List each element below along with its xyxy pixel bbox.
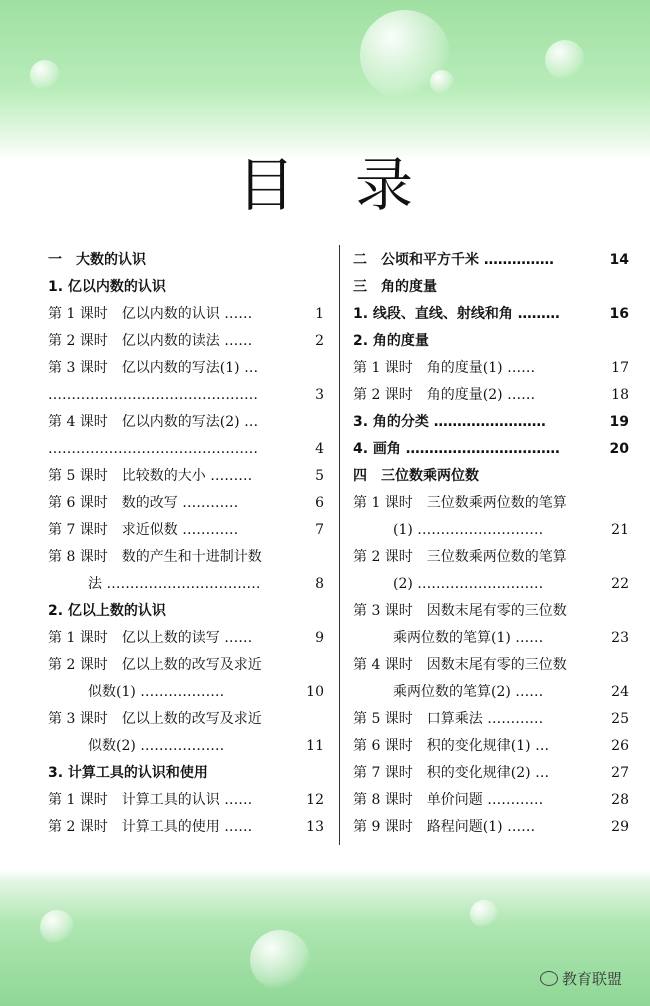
toc-entry-text: 第 1 课时 三位数乘两位数的笔算	[353, 495, 567, 511]
toc-entry[interactable]	[353, 274, 629, 301]
toc-page-number: 29	[611, 819, 629, 835]
toc-page-number: 22	[611, 576, 629, 592]
toc-entry-text: 第 5 课时 口算乘法 …………	[353, 711, 544, 727]
toc-entry[interactable]	[48, 463, 324, 490]
toc-entry[interactable]	[48, 517, 324, 544]
toc-entry[interactable]	[48, 571, 324, 598]
toc-entry[interactable]	[48, 301, 324, 328]
toc-entry[interactable]	[48, 544, 324, 571]
toc-page-number: 16	[609, 306, 629, 322]
toc-page-number: 21	[611, 522, 629, 538]
toc-entry-text: 乘两位数的笔算(1) ……	[393, 630, 544, 646]
toc-entry[interactable]	[353, 598, 629, 625]
toc-entry[interactable]	[353, 814, 629, 841]
toc-entry[interactable]	[353, 355, 629, 382]
toc-right-column	[353, 247, 629, 841]
toc-entry-text: 第 3 课时 亿以内数的写法(1) …	[48, 360, 259, 376]
toc-entry-text: 第 7 课时 积的变化规律(2) …	[353, 765, 550, 781]
toc-entry-text: 第 1 课时 亿以上数的读写 ……	[48, 630, 253, 646]
toc-entry-text: 第 6 课时 数的改写 …………	[48, 495, 239, 511]
toc-entry-text: 1. 亿以内数的认识	[48, 279, 166, 295]
toc-entry-text: 第 9 课时 路程问题(1) ……	[353, 819, 536, 835]
toc-page-number: 1	[315, 306, 324, 322]
toc-entry[interactable]	[353, 328, 629, 355]
toc-entry-text: 第 3 课时 亿以上数的改写及求近	[48, 711, 262, 727]
wechat-icon	[540, 971, 558, 986]
toc-entry[interactable]	[48, 760, 324, 787]
top-decorative-band	[0, 0, 650, 160]
toc-entry-text: 1. 线段、直线、射线和角 ………	[353, 306, 560, 322]
toc-entry[interactable]	[353, 760, 629, 787]
toc-entry[interactable]	[48, 679, 324, 706]
toc-entry[interactable]	[48, 436, 324, 463]
toc-page-number: 5	[315, 468, 324, 484]
toc-entry[interactable]	[353, 436, 629, 463]
toc-page-number: 14	[609, 252, 629, 268]
toc-entry[interactable]	[48, 814, 324, 841]
toc-page-number: 19	[609, 414, 629, 430]
toc-entry-text: 第 1 课时 计算工具的认识 ……	[48, 792, 253, 808]
toc-page-number: 27	[611, 765, 629, 781]
toc-entry[interactable]	[48, 652, 324, 679]
toc-entry-text: 第 2 课时 角的度量(2) ……	[353, 387, 536, 403]
toc-entry-text: 第 1 课时 亿以内数的认识 ……	[48, 306, 253, 322]
toc-entry-text: 第 4 课时 因数末尾有零的三位数	[353, 657, 567, 673]
toc-entry-text: 第 5 课时 比较数的大小 ………	[48, 468, 253, 484]
toc-page-number: 4	[315, 441, 324, 457]
toc-entry[interactable]	[353, 490, 629, 517]
toc-entry[interactable]	[48, 355, 324, 382]
toc-entry-text: 第 2 课时 计算工具的使用 ……	[48, 819, 253, 835]
toc-entry-text: 法 ……………………………	[88, 576, 261, 592]
toc-entry[interactable]	[353, 733, 629, 760]
toc-entry[interactable]	[353, 301, 629, 328]
toc-left-column	[48, 247, 324, 841]
toc-page-number: 23	[611, 630, 629, 646]
toc-entry-text: 第 8 课时 单价问题 …………	[353, 792, 544, 808]
toc-entry-text: (2) ………………………	[393, 576, 544, 592]
toc-entry-text: 3. 计算工具的认识和使用	[48, 765, 208, 781]
toc-entry-text: 三 角的度量	[353, 279, 437, 295]
toc-entry-text: 第 3 课时 因数末尾有零的三位数	[353, 603, 567, 619]
toc-page-number: 24	[611, 684, 629, 700]
toc-page-number: 8	[315, 576, 324, 592]
page-title: 目录	[236, 151, 473, 219]
column-divider	[339, 245, 340, 845]
toc-entry-text: 第 8 课时 数的产生和十进制计数	[48, 549, 262, 565]
watermark-logo: 教育联盟	[540, 968, 622, 989]
toc-entry[interactable]	[353, 652, 629, 679]
toc-page-number: 26	[611, 738, 629, 754]
toc-entry[interactable]	[353, 571, 629, 598]
toc-entry-text: 2. 角的度量	[353, 333, 429, 349]
toc-entry-text: ………………………………………	[48, 441, 258, 457]
toc-entry[interactable]	[353, 463, 629, 490]
toc-entry[interactable]	[353, 706, 629, 733]
toc-entry-text: 二 公顷和平方千米 ……………	[353, 252, 554, 268]
toc-page-number: 12	[306, 792, 324, 808]
toc-entry[interactable]	[48, 706, 324, 733]
toc-entry-text: ………………………………………	[48, 387, 258, 403]
toc-page-number: 20	[609, 441, 629, 457]
toc-entry-text: 乘两位数的笔算(2) ……	[393, 684, 544, 700]
toc-page-number: 3	[315, 387, 324, 403]
toc-entry-text: 似数(1) ………………	[88, 684, 225, 700]
toc-entry-text: 第 2 课时 三位数乘两位数的笔算	[353, 549, 567, 565]
toc-entry-text: 第 6 课时 积的变化规律(1) …	[353, 738, 550, 754]
toc-entry[interactable]	[48, 382, 324, 409]
toc-entry-text: 四 三位数乘两位数	[353, 468, 479, 484]
toc-page-number: 28	[611, 792, 629, 808]
toc-page-number: 13	[306, 819, 324, 835]
toc-entry-text: 第 7 课时 求近似数 …………	[48, 522, 239, 538]
toc-entry-text: 似数(2) ………………	[88, 738, 225, 754]
toc-page-number: 10	[306, 684, 324, 700]
toc-entry[interactable]	[353, 679, 629, 706]
toc-entry[interactable]	[48, 247, 324, 274]
toc-entry[interactable]	[48, 274, 324, 301]
toc-entry[interactable]	[353, 247, 629, 274]
toc-entry-text: 第 1 课时 角的度量(1) ……	[353, 360, 536, 376]
toc-entry[interactable]	[353, 625, 629, 652]
toc-entry-text: 第 2 课时 亿以上数的改写及求近	[48, 657, 262, 673]
toc-entry[interactable]	[48, 787, 324, 814]
toc-entry[interactable]	[48, 625, 324, 652]
toc-entry[interactable]	[353, 382, 629, 409]
toc-page-number: 17	[611, 360, 629, 376]
toc-page-number: 7	[315, 522, 324, 538]
toc-entry[interactable]	[353, 544, 629, 571]
toc-entry-text: 第 4 课时 亿以内数的写法(2) …	[48, 414, 259, 430]
toc-entry-text: 第 2 课时 亿以内数的读法 ……	[48, 333, 253, 349]
toc-page-number: 18	[611, 387, 629, 403]
toc-entry[interactable]	[48, 490, 324, 517]
toc-entry-text: 3. 角的分类 ……………………	[353, 414, 546, 430]
toc-entry[interactable]	[48, 598, 324, 625]
toc-entry[interactable]	[353, 517, 629, 544]
toc-entry[interactable]	[353, 409, 629, 436]
toc-entry-text: 4. 画角 ……………………………	[353, 441, 560, 457]
toc-page-number: 6	[315, 495, 324, 511]
toc-entry[interactable]	[353, 787, 629, 814]
toc-page-number: 11	[306, 738, 324, 754]
toc-page-number: 9	[315, 630, 324, 646]
toc-entry[interactable]	[48, 733, 324, 760]
toc-entry[interactable]	[48, 409, 324, 436]
toc-entry-text: 2. 亿以上数的认识	[48, 603, 166, 619]
toc-entry-text: (1) ………………………	[393, 522, 544, 538]
toc-entry-text: 一 大数的认识	[48, 252, 146, 268]
toc-page-number: 2	[315, 333, 324, 349]
toc-entry[interactable]	[48, 328, 324, 355]
toc-page-number: 25	[611, 711, 629, 727]
